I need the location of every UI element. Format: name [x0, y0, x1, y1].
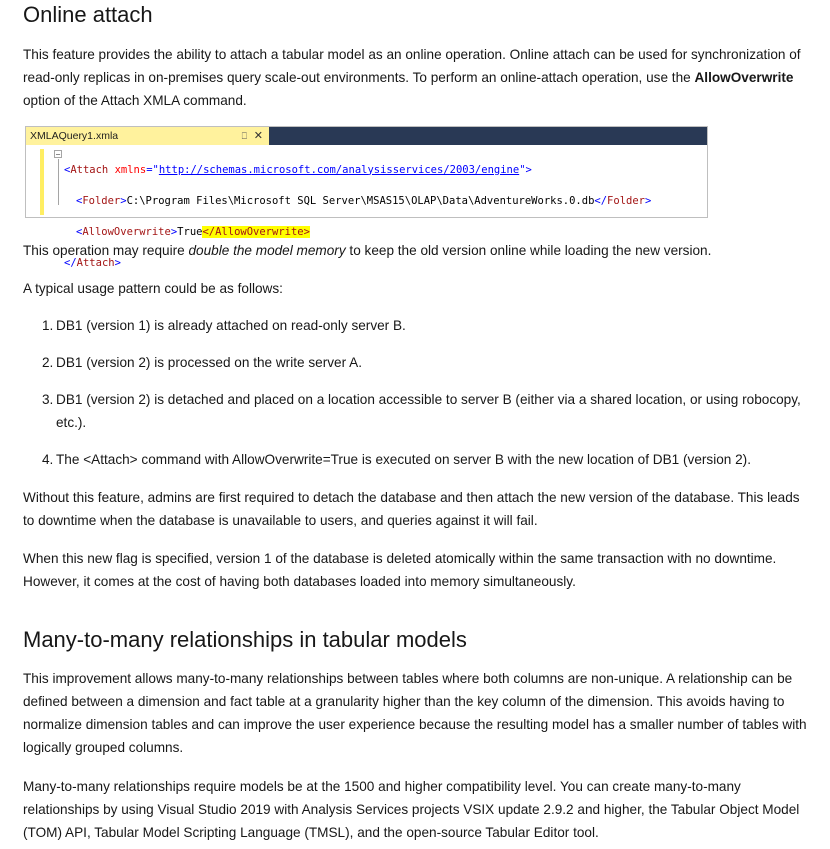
editor-tab — [26, 127, 269, 145]
list-item — [42, 351, 808, 374]
memory-italic: double the model memory — [188, 243, 346, 258]
m2m-paragraph-2: Many-to-many relationships require models be at the 1500 and higher compatibility level. You can create many-to-many relationships by using Visual Studio 2019 with Analysis Services projects VSIX update 2.9.2 and higher, the Tabular Object Model (TOM) API, Tabular Model Scripting Language (TMSL), and the open-source Tabular Editor tool. — [23, 779, 800, 840]
code-line-1: <Attach xmlns="http://schemas.microsoft.com/analysisservices/2003/engine"> — [64, 163, 532, 176]
list-item — [42, 448, 808, 471]
close-icon: ✕ — [253, 130, 263, 142]
heading-many-to-many: Many-to-many relationships in tabular models — [23, 627, 467, 652]
list-item-number: 3. — [42, 392, 54, 407]
pin-icon: ⎕ — [241, 131, 247, 141]
editor-tab-bar — [26, 127, 707, 145]
intro-text-1: This feature provides the ability to attach a tabular model as an online operation. Online attach can be used for synchronization of read-only replicas in on-premises query scale-out environments. To perform an online-attach operation, use the — [23, 47, 801, 85]
change-marker — [40, 149, 44, 215]
collapse-icon: − — [55, 150, 61, 159]
code-line-2: <Folder>C:\Program Files\Microsoft SQL Server\MSAS15\OLAP\Data\AdventureWorks.0.db</Folder> — [76, 194, 652, 207]
list-item-number: 2. — [42, 355, 54, 370]
without-feature-paragraph: Without this feature, admins are first required to detach the database and then attach the new version of the database. This leads to downtime when the database is unavailable to users, and queries against it will fail. — [23, 490, 800, 528]
heading-online-attach: Online attach — [23, 2, 153, 27]
intro-paragraph — [23, 43, 808, 112]
editor-gutter — [26, 145, 48, 217]
list-item — [42, 314, 808, 337]
list-item-text: DB1 (version 1) is already attached on read-only server B. — [56, 318, 406, 333]
code-line-3: <AllowOverwrite>True</AllowOverwrite> — [76, 225, 310, 238]
list-item-text: The <Attach> command with AllowOverwrite=True is executed on server B with the new location of DB1 (version 2). — [56, 452, 751, 467]
m2m-paragraph-1: This improvement allows many-to-many relationships between tables where both columns are non-unique. A relationship can be defined between a dimension and fact table at a granularity higher than the key column of the dimension. This avoids having to normalize dimension tables and can improve the user experience because the resulting model has a smaller number of tables with logically grouped columns. — [23, 671, 807, 755]
list-item-text: DB1 (version 2) is processed on the write server A. — [56, 355, 362, 370]
outline-guide — [58, 159, 59, 205]
usage-intro: A typical usage pattern could be as follows: — [23, 281, 283, 296]
editor-tab-title: XMLAQuery1.xmla — [30, 130, 119, 142]
list-item-text: DB1 (version 2) is detached and placed on a location accessible to server B (either via a shared location, or using robocopy, etc.). — [56, 392, 801, 430]
memory-paragraph — [23, 239, 808, 262]
intro-text-2: option of the Attach XMLA command. — [23, 93, 247, 108]
list-item-number: 1. — [42, 318, 54, 333]
list-item-number: 4. — [42, 452, 54, 467]
new-flag-paragraph: When this new flag is specified, version 1 of the database is deleted atomically within the same transaction with no downtime. However, it comes at the cost of having both databases loaded into memory simultaneously. — [23, 551, 777, 589]
allowoverwrite-bold: AllowOverwrite — [694, 70, 794, 85]
usage-steps-list — [23, 314, 808, 471]
list-item — [42, 388, 808, 434]
memory-text-2: to keep the old version online while loading the new version. — [345, 243, 712, 258]
memory-text-1: This operation may require — [23, 243, 189, 258]
code-line-4: </Attach> — [64, 256, 121, 269]
